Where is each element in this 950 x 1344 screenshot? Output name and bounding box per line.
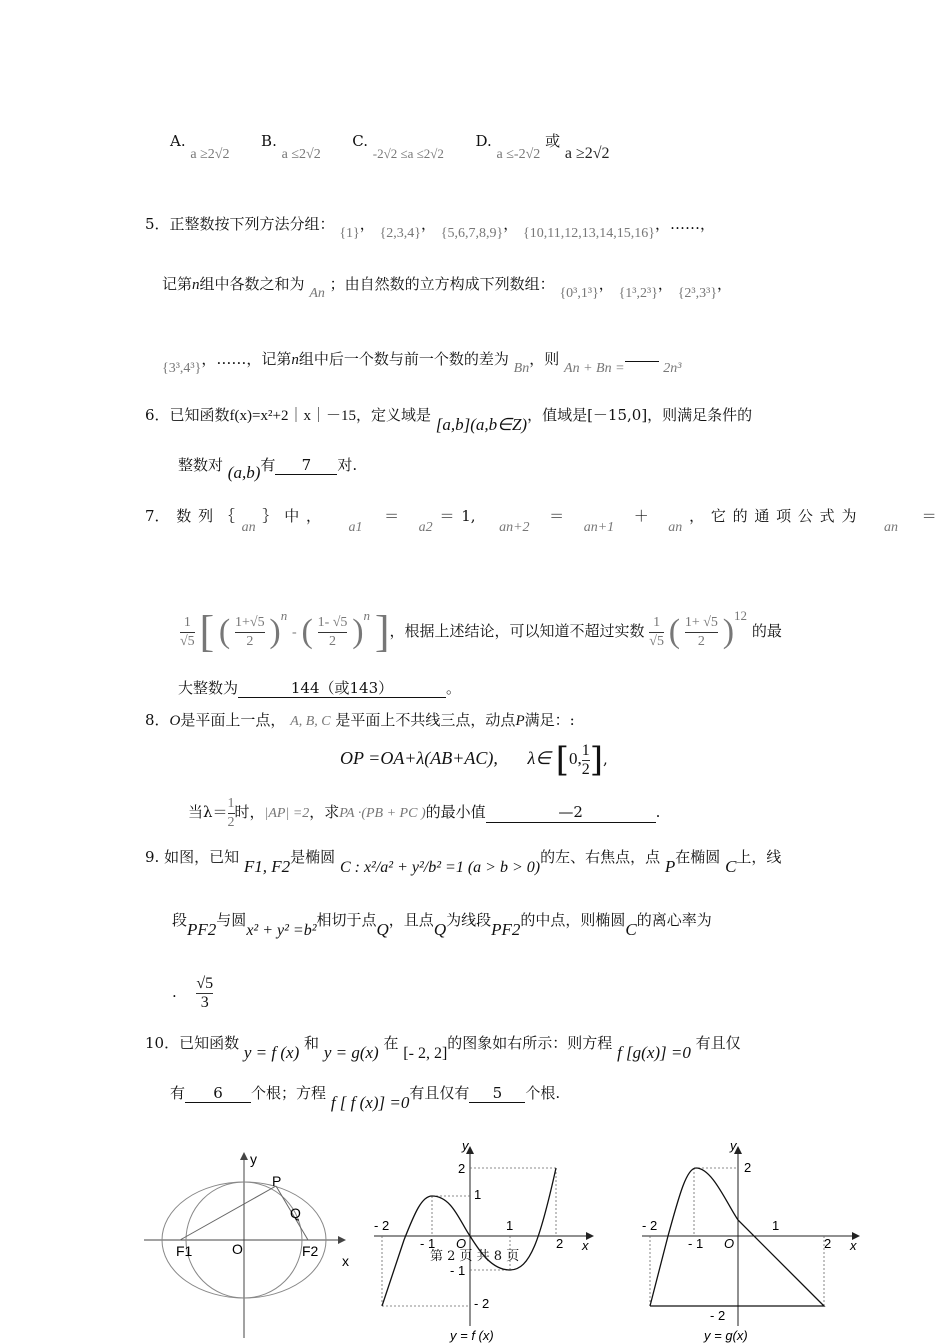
- ellipse-label-O: O: [232, 1241, 243, 1257]
- q8-half: [228, 795, 235, 832]
- q5-An: An: [309, 286, 325, 301]
- q8-lambda-den: 2: [581, 760, 590, 778]
- q9-C: C: [725, 857, 737, 876]
- option-d-expr1: a ≤-2√2: [496, 147, 541, 162]
- q5-Bn: Bn: [513, 361, 530, 376]
- q5-text3b: 组中后一个数与前一个数的差为: [298, 350, 509, 368]
- q8-text1c: 是平面上不共线三点，动点: [335, 711, 516, 729]
- q8-bracket-close: ]: [589, 740, 603, 780]
- q7-bracket-close: ]: [374, 607, 390, 656]
- q5-answer: 2n³: [663, 361, 682, 376]
- q7-a2: a2: [418, 520, 433, 535]
- q5-text2c: ；由自然数的立方构成下列数组：: [329, 275, 555, 293]
- q9-Q: Q: [376, 920, 389, 939]
- q6-text2b: 有: [260, 456, 276, 474]
- q7-paren2-close: ): [352, 613, 364, 650]
- ellipse-label-Q: Q: [290, 1205, 301, 1221]
- q9-line1: [145, 846, 781, 886]
- q10-text2c: 有且仅有: [409, 1084, 470, 1102]
- q8-line3: [188, 790, 660, 834]
- gplot-curve: [650, 1168, 824, 1306]
- q4-options: [170, 130, 610, 162]
- q9-f12: F1, F2: [243, 857, 291, 876]
- gplot-label-O: O: [724, 1236, 735, 1251]
- q7-an-c: an: [884, 520, 899, 535]
- q8-text3a: 当λ＝: [188, 803, 228, 821]
- gplot-figure: [638, 1140, 868, 1344]
- q7-frac-q-den: 2: [328, 633, 336, 649]
- fplot-tick-1: 1: [506, 1218, 514, 1233]
- q8-answer: —2: [486, 802, 656, 823]
- q7-coef2-den: √5: [649, 633, 664, 649]
- q7-eq4: ＝: [921, 507, 937, 525]
- ellipse-label-P: P: [272, 1173, 282, 1189]
- q7-eq3: ＝: [549, 507, 565, 525]
- q5-cube4: {3³,4³}: [162, 361, 202, 376]
- q8-text3d: 的最小值: [425, 803, 486, 821]
- q9-circle: x² + y² =b²: [246, 922, 317, 939]
- gplot-guides: [650, 1168, 824, 1306]
- q10-answer1: 6: [185, 1084, 251, 1103]
- q8-ap: |AP| =2: [264, 806, 310, 821]
- q10-eq2: f [ f (x)] =0: [330, 1093, 410, 1112]
- q7-coef: [180, 614, 195, 651]
- q8-lambda-frac: [582, 742, 590, 779]
- q6-line1: [145, 404, 753, 434]
- gplot-label-x: x: [850, 1238, 857, 1253]
- q7-text3b: 。: [446, 679, 462, 697]
- q9-text2b: 与圆: [216, 911, 247, 929]
- q5-sum: An + Bn =: [564, 361, 625, 376]
- gplot-tick-1: 1: [772, 1218, 780, 1233]
- fplot-caption: y = f (x): [450, 1328, 494, 1343]
- q7-frac-q-num: 1- √5: [318, 614, 348, 633]
- q7-frac-h: [685, 614, 718, 651]
- q7-paren1-open: (: [218, 613, 231, 650]
- q7-eq1: ＝: [384, 507, 400, 525]
- q7-coef2-num: 1: [649, 614, 664, 633]
- q7-text3a: 大整数为: [178, 679, 239, 697]
- gplot-val-2: 2: [744, 1160, 752, 1175]
- q8-text3b: 时，: [234, 803, 265, 821]
- fplot-figure: [370, 1140, 600, 1344]
- ellipse-y-arrow: [240, 1152, 248, 1160]
- q9-text3a: .: [172, 983, 177, 1001]
- fplot-tick-2: 2: [556, 1236, 564, 1251]
- q10-line1: [145, 1032, 741, 1062]
- q10-line2: [170, 1082, 561, 1112]
- q9-pf2b: PF2: [491, 920, 521, 939]
- q5-text3c: ，则: [529, 350, 560, 368]
- option-a-expr: a ≥2√2: [190, 147, 230, 162]
- q5-dots: ，……，: [654, 215, 715, 233]
- ellipse-label-y: y: [250, 1151, 257, 1167]
- q9-text1d: 在椭圆: [675, 848, 721, 866]
- q9-P: P: [664, 857, 676, 876]
- q5-group4: {10,11,12,13,14,15,16}: [523, 226, 655, 241]
- q5-cube3: {2³,3³}: [677, 286, 718, 301]
- q10-eq1: f [g(x)] =0: [617, 1043, 691, 1062]
- q8-line1: [145, 709, 575, 733]
- option-d-or: 或: [545, 132, 561, 150]
- q6-text1c: ，值域是[－15,0]，则满足条件的: [527, 406, 753, 424]
- q9-Q2: Q: [433, 920, 447, 939]
- option-a-label: A.: [170, 132, 186, 150]
- ellipse-label-F1: F1: [176, 1243, 193, 1259]
- fplot-val-m2: - 2: [474, 1296, 490, 1311]
- q7-a1: a1: [348, 520, 363, 535]
- q8-O: O: [169, 713, 181, 729]
- q5-text2a: 记第: [162, 275, 193, 293]
- q7-coef-den: √5: [180, 633, 195, 649]
- q6-answer: 7: [275, 456, 337, 475]
- q7-frac-h-num: 1+ √5: [685, 614, 718, 633]
- option-c-expr: -2√2 ≤a ≤2√2: [372, 146, 444, 161]
- q7-paren3-close: ): [722, 613, 735, 650]
- fplot-curve: [382, 1168, 556, 1306]
- q10-text1c: 有且仅: [695, 1034, 741, 1052]
- q8-text1d: 满足：:: [524, 711, 575, 729]
- q7-paren2-open: (: [301, 613, 313, 650]
- q7-line3: [178, 677, 461, 699]
- q8-lambda-end: ,: [603, 750, 608, 768]
- q5-line2: 记第n组中各数之和为 An ；由自然数的立方构成下列数组： {0³,1³}， {1³,2³}， {2³,3³}，: [162, 275, 733, 301]
- q9-text2g: 的离心率为: [636, 911, 712, 929]
- q7-frac-p-num: 1+√5: [235, 614, 265, 633]
- fplot-guides: [382, 1168, 556, 1306]
- q5-n: n: [192, 277, 200, 293]
- q8-P: P: [515, 713, 525, 729]
- q8-text1a: 8．: [145, 711, 170, 729]
- fplot-label-x: x: [582, 1238, 589, 1253]
- q7-frac-q: [318, 614, 348, 651]
- q7-text2: ｝ 中 ，: [262, 507, 321, 525]
- fplot-label-O: O: [456, 1236, 467, 1251]
- gplot-tick-2: 2: [824, 1236, 832, 1251]
- q9-text2f: 的中点，则椭圆: [520, 911, 626, 929]
- q6-pair: (a,b): [227, 463, 261, 482]
- q7-text1: 7． 数 列 ｛: [145, 507, 235, 525]
- q5-cube1: {0³,1³}: [559, 286, 599, 301]
- q6-domain: [a,b](a,b∈Z): [435, 415, 528, 434]
- q7-exp-n2: n: [363, 608, 371, 623]
- fplot-tick-m1: - 1: [420, 1236, 436, 1251]
- q9-line3: [172, 968, 213, 1016]
- q8-lambda-num: 1: [581, 741, 590, 759]
- option-b-label: B.: [261, 132, 277, 150]
- gplot-caption: y = g(x): [704, 1328, 748, 1343]
- q7-answer: 144（或143）: [238, 679, 446, 698]
- q10-yf: y = f (x): [243, 1043, 300, 1062]
- q9-text1b: 是椭圆: [290, 848, 336, 866]
- gplot-tick-m2: - 2: [642, 1218, 658, 1233]
- q7-coef-num: 1: [180, 614, 195, 633]
- q7-an-b: an: [668, 520, 683, 535]
- q7-bracket-open: [: [199, 607, 215, 656]
- q9-C2: C: [625, 920, 637, 939]
- q8-equation: OP =OA+λ(AB+AC),: [340, 748, 498, 768]
- q8-text3e: .: [655, 803, 661, 821]
- q7-an: an: [241, 520, 256, 535]
- q10-and: 和: [304, 1034, 320, 1052]
- q5-group1: {1}: [339, 226, 360, 241]
- q10-text1b: 的图象如右所示：则方程: [447, 1034, 613, 1052]
- q7-frac-p-den: 2: [246, 633, 254, 649]
- q10-interval: [- 2, 2]: [403, 1045, 448, 1062]
- q9-text2a: 段: [172, 911, 188, 929]
- option-d-expr2: a ≥2√2: [564, 145, 610, 162]
- q9-ellipse-eq: C : x²/a² + y²/b² =1 (a > b > 0): [339, 859, 541, 876]
- q6-text2c: 对.: [337, 456, 358, 474]
- ellipse-x-arrow: [338, 1236, 346, 1244]
- q9-text2c: 相切于点: [316, 911, 377, 929]
- q10-yg: y = g(x): [323, 1043, 379, 1062]
- q7-minus: -: [292, 625, 297, 640]
- q7-an1: an+1: [583, 520, 615, 535]
- q5-n2: n: [291, 352, 299, 368]
- q5-line3: [162, 348, 682, 376]
- q5-text2b: 组中各数之和为: [199, 275, 305, 293]
- q5-text1: 5．正整数按下列方法分组：: [145, 215, 335, 233]
- q8-half-num: 1: [228, 795, 235, 814]
- q9-answer: [196, 975, 213, 1012]
- q8-half-den: 2: [227, 814, 235, 830]
- q8-abc: A, B, C: [290, 714, 331, 729]
- q7-paren1-close: ): [269, 613, 281, 650]
- q8-text3c: ，求: [309, 803, 340, 821]
- q7-exp12: 12: [734, 608, 748, 623]
- q5-group2: {2,3,4}: [379, 226, 422, 241]
- gplot-label-y: y: [730, 1140, 737, 1153]
- q7-text-line2c: 的最: [751, 622, 782, 640]
- q9-text2d: ，且点: [388, 911, 434, 929]
- q6-func: f(x)=x²+2｜x｜－15: [229, 408, 356, 424]
- q5-cube2: {1³,2³}: [618, 286, 658, 301]
- q8-lambda-zero: 0,: [568, 749, 582, 768]
- q10-text2a: 有: [170, 1084, 186, 1102]
- q7-frac-h-den: 2: [697, 633, 705, 649]
- q9-text2e: 为线段: [446, 911, 492, 929]
- q8-lambda-in: λ∈: [527, 748, 551, 768]
- option-d-label: D.: [475, 132, 492, 150]
- ellipse-label-x: x: [342, 1253, 349, 1269]
- ellipse-label-F2: F2: [302, 1243, 319, 1259]
- q7-coef2: [649, 614, 664, 651]
- q7-frac-p: [235, 614, 265, 651]
- q6-line2: [178, 454, 358, 482]
- q8-text1b: 是平面上一点，: [180, 711, 286, 729]
- gplot-val-m2: - 2: [710, 1308, 726, 1323]
- gplot-tick-m1: - 1: [688, 1236, 704, 1251]
- q7-line1: [145, 505, 937, 535]
- q6-text1a: 6．已知函数: [145, 406, 230, 424]
- q10-in: 在: [383, 1034, 399, 1052]
- ellipse-figure: [140, 1148, 360, 1342]
- q7-an2: an+2: [499, 520, 530, 535]
- q9-pf2: PF2: [187, 920, 217, 939]
- q7-exp-n1: n: [280, 608, 288, 623]
- q5-blank: [625, 361, 659, 362]
- q6-text1b: ，定义域是: [355, 406, 431, 424]
- option-b-expr: a ≤2√2: [281, 147, 321, 162]
- fplot-label-y: y: [462, 1140, 469, 1153]
- q9-text1a: 9. 如图，已知: [145, 848, 240, 866]
- page-number: 第 2 页 共 8 页: [430, 1249, 520, 1264]
- q10-text2d: 个根.: [525, 1084, 561, 1102]
- q9-text1c: 的左、右焦点，点: [540, 848, 661, 866]
- q8-bracket-open: [: [555, 740, 569, 780]
- q7-tail: ， 它 的 通 项 公 式 为: [689, 507, 857, 525]
- q9-line2: [172, 909, 712, 939]
- fplot-val-2: 2: [458, 1161, 466, 1176]
- q10-answer2: 5: [469, 1084, 525, 1103]
- q8-expr: PA ·(PB + PC ): [339, 806, 426, 821]
- q10-text2b: 个根；方程: [251, 1084, 327, 1102]
- q5-text3a: ，……，记第: [201, 350, 292, 368]
- q5-group3: {5,6,7,8,9}: [440, 226, 504, 241]
- q9-text1e: 上，线: [736, 848, 782, 866]
- q10-text1a: 10．已知函数: [145, 1034, 240, 1052]
- q5-line1: 5．正整数按下列方法分组： {1}， {2,3,4}， {5,6,7,8,9}， {10,11,12,13,14,15,16}，……，: [145, 215, 715, 241]
- option-c-label: C.: [352, 132, 368, 150]
- q7-paren3-open: (: [668, 613, 681, 650]
- q6-text2a: 整数对: [178, 456, 224, 474]
- fplot-val-m1: - 1: [450, 1263, 466, 1278]
- q7-plus: ＋: [633, 507, 649, 525]
- fplot-tick-m2: - 2: [374, 1218, 390, 1233]
- q9-answer-num: √5: [196, 974, 214, 992]
- q9-answer-den: 3: [200, 993, 209, 1011]
- fplot-val-1: 1: [474, 1187, 482, 1202]
- q7-text-line2: ，根据上述结论，可以知道不超过实数: [389, 622, 645, 640]
- q7-eq2: ＝ 1,: [439, 507, 476, 525]
- q7-line2: [180, 598, 782, 654]
- q8-line2: [340, 735, 608, 781]
